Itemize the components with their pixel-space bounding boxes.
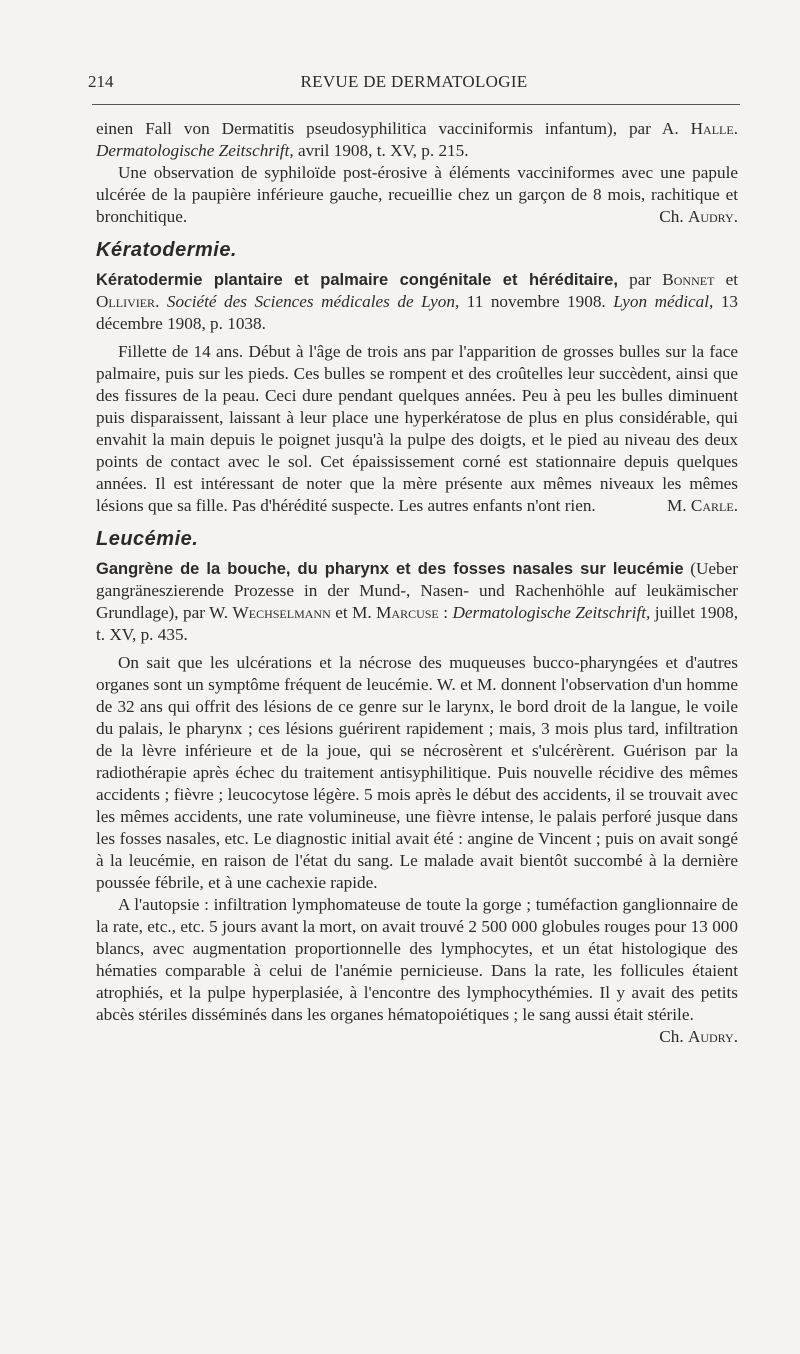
signature: M. Carle.: [667, 496, 738, 515]
section-heading-leucemie: Leucémie.: [96, 528, 199, 550]
article-paragraph: Fillette de 14 ans. Début à l'âge de trois ans par l'apparition de grosses bulles sur la face palmaire, puis sur les pieds. Ces bulles se rompent et des croûtelles leur succèdent, ainsi que des fissures de la peau. Ceci dure pendant quelques années. Peu à peu les bulles diminuent puis disparaissent, laissant à leur place une hyperkératose de plus en plus considérable, qui envahit la main depuis le poignet jusqu'à la pulpe des doigts, et le pied au niveau des deux points de contact avec le sol. Cet épaississement corné est stationnaire depuis quelques années. Il est intéressant de noter que la mère présente aux mêmes niveaux les mêmes lésions que sa fille. Pas d'hérédité suspecte. Les autres enfants n'ont rien. M. Carle.: [96, 342, 738, 515]
signature: Ch. Audry.: [659, 1027, 738, 1046]
article-reference: Gangrène de la bouche, du pharynx et des fosses nasales sur leucémie (Ueber gangräneszierende Prozesse in der Mund-, Nasen- und Rachenhöhle auf leukämischer Grundlage), par W. Wechselmann et M. Marcuse : Dermatologische Zeitschrift, juillet 1908, t. XV, p. 435.: [96, 559, 738, 644]
intro-reference: einen Fall von Dermatitis pseudosyphilitica vacciniformis infantum), par A. Halle. Dermatologische Zeitschrift, avril 1908, t. XV, p. 215.: [96, 119, 738, 160]
page-header: [88, 72, 740, 102]
article-paragraph: A l'autopsie : infiltration lymphomateuse de toute la gorge ; tuméfaction ganglionnaire de la rate, etc., etc. 5 jours avant la mort, on avait trouvé 2 500 000 globules rouges pour 13 000 blancs, avec augmentation proportionnelle des lymphocytes, et un état histologique des hématies comparable à celui de l'anémie pernicieuse. Dans la rate, les follicules étaient atrophiés, et la pulpe hyperplasiée, à l'encontre des lymphocythémies. Il y avait des petits abcès stériles disséminés dans les organes hématopoiétiques ; le sang aussi était stérile. Ch. Audry.: [96, 895, 738, 1046]
author-name: Halle: [690, 119, 734, 138]
article-body: [96, 118, 738, 1048]
signature: Ch. Audry.: [659, 207, 738, 226]
journal-name: Dermatologische Zeitschrift,: [96, 141, 294, 160]
page-number: 214: [88, 72, 114, 91]
article-reference: Kératodermie plantaire et palmaire congénitale et héréditaire, par Bonnet et Ollivier. Société des Sciences médicales de Lyon, 11 novembre 1908. Lyon médical, 13 décembre 1908, p. 1038.: [96, 270, 739, 333]
intro-paragraph: Une observation de syphiloïde post-érosive à éléments vacciniformes avec une papule ulcérée de la paupière inférieure gauche, recueillie chez un garçon de 8 mois, rachitique et bronchitique. Ch. Audry.: [96, 163, 738, 226]
header-rule: [92, 104, 740, 105]
running-title: REVUE DE DERMATOLOGIE: [300, 72, 528, 91]
article-paragraph: On sait que les ulcérations et la nécrose des muqueuses bucco-pharyngées et d'autres organes sont un symptôme fréquent de leucémie. W. et M. donnent l'observation d'un homme de 32 ans qui offrit des lésions de ce genre sur le larynx, le bord droit de la langue, le voile du palais, le pharynx ; ces lésions guérirent rapidement ; mais, 3 mois plus tard, infiltration de la lèvre inférieure et de la joue, qui se nécrosèrent et s'ulcérèrent. Guérison par la radiothérapie après échec du traitement antisyphilitique. Puis nouvelle récidive des mêmes accidents ; fièvre ; leucocytose légère. 5 mois après le début des accidents, il se trouvait avec les mêmes accidents, une rate volumineuse, une fièvre intense, le palais perforé jusque dans les fosses nasales, etc. Le diagnostic initial avait été : angine de Vincent ; puis on avait songé à la leucémie, en raison de l'état du sang. Le malade avait bientôt succombé à la dernière poussée fébrile, et à une cachexie rapide.: [96, 653, 738, 892]
article-title: Gangrène de la bouche, du pharynx et des fosses nasales sur leucémie: [96, 560, 684, 578]
section-heading-keratodermie: Kératodermie.: [96, 239, 237, 261]
article-title: Kératodermie plantaire et palmaire congénitale et héréditaire,: [96, 271, 618, 289]
